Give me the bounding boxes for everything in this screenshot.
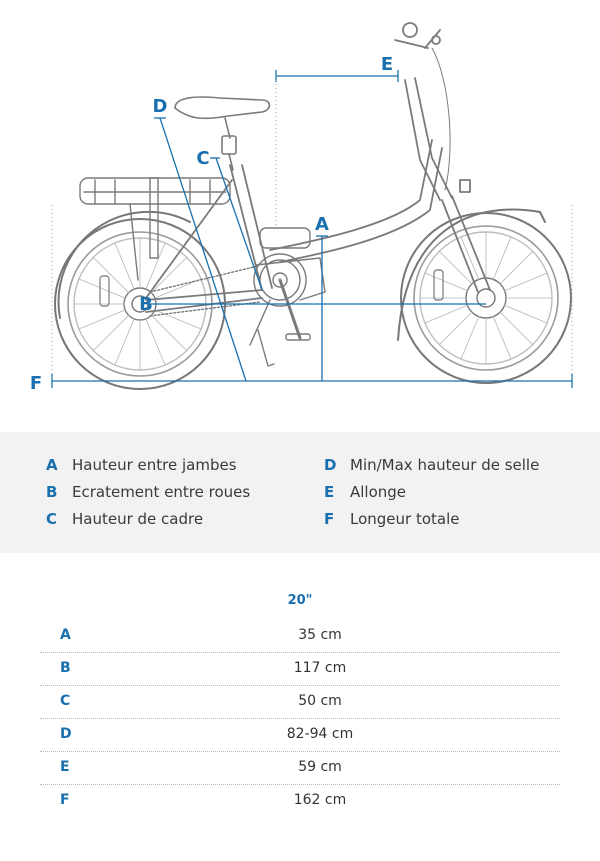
row-value: 117 cm: [293, 660, 347, 676]
drivetrain: [150, 254, 325, 366]
table-row: [40, 718, 560, 752]
legend-item-a: [46, 456, 237, 474]
row-value: 35 cm: [298, 627, 342, 643]
size-header: 20": [287, 593, 313, 608]
legend-item-d: [324, 456, 539, 474]
legend-text: Allonge: [350, 483, 407, 501]
legend-key: B: [46, 483, 58, 501]
battery-rack: [80, 178, 310, 280]
saddle: [175, 97, 270, 170]
size-table: [0, 553, 600, 861]
row-key: B: [60, 660, 71, 676]
row-value: 50 cm: [298, 693, 342, 709]
legend-key: A: [46, 456, 58, 474]
row-key: A: [60, 627, 71, 643]
table-row: [40, 652, 560, 686]
row-key: C: [60, 693, 71, 709]
legend-text: Ecratement entre roues: [72, 483, 251, 501]
legend-item-c: [46, 510, 203, 528]
legend-panel: [0, 432, 600, 553]
legend-text: Hauteur de cadre: [72, 510, 204, 528]
table-row: [40, 685, 560, 719]
row-key: D: [60, 726, 72, 742]
legend-item-f: [324, 510, 460, 528]
legend-key: C: [46, 510, 58, 528]
label-a: A: [315, 214, 329, 235]
label-e: E: [380, 54, 394, 75]
row-value: 162 cm: [293, 792, 347, 808]
row-value: 59 cm: [298, 759, 342, 775]
legend-item-b: [46, 483, 250, 501]
label-f: F: [29, 373, 43, 394]
label-d: D: [152, 96, 168, 117]
row-value: 82-94 cm: [286, 726, 354, 742]
legend-key: F: [324, 510, 335, 528]
legend-key: D: [324, 456, 337, 474]
front-wheel: [401, 213, 571, 383]
label-b: B: [139, 294, 153, 315]
legend-key: E: [324, 483, 335, 501]
table-row: [40, 619, 560, 653]
table-row: [40, 751, 560, 785]
table-row: [40, 784, 560, 817]
row-key: E: [60, 759, 70, 775]
legend-text: Longeur totale: [350, 510, 460, 528]
legend-item-e: [324, 483, 406, 501]
legend-text: Hauteur entre jambes: [72, 456, 237, 474]
legend-text: Min/Max hauteur de selle: [350, 456, 540, 474]
label-c: C: [196, 148, 210, 169]
row-key: F: [60, 792, 70, 808]
